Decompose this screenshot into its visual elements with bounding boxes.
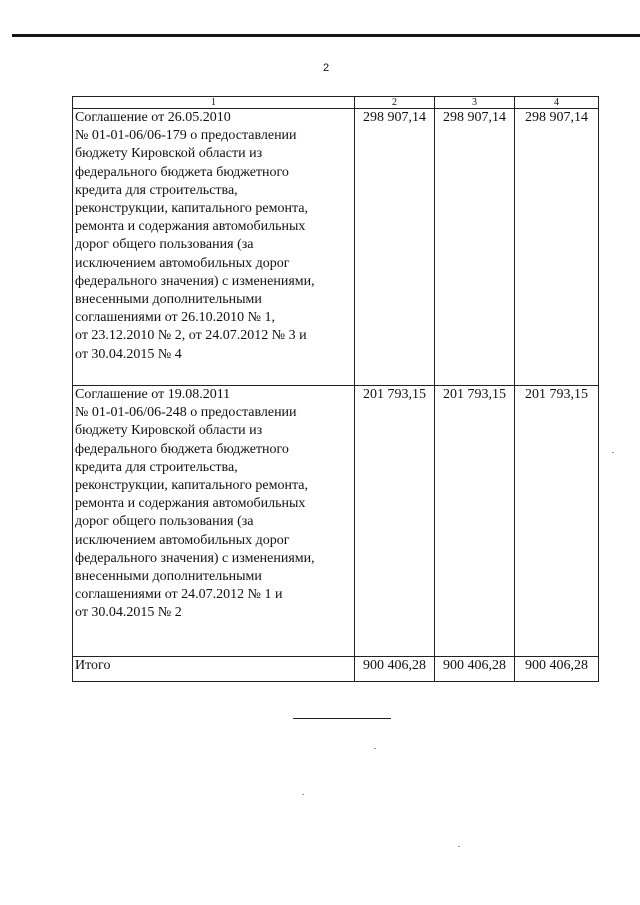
amount-col3: 201 793,15 [435, 386, 515, 657]
column-number-4: 4 [515, 97, 599, 109]
column-number-3: 3 [435, 97, 515, 109]
amount-col4: 298 907,14 [515, 109, 599, 386]
total-col2: 900 406,28 [355, 657, 435, 682]
table-row [73, 109, 599, 386]
scan-speck [374, 748, 376, 749]
total-col4: 900 406,28 [515, 657, 599, 682]
agreement-description: Соглашение от 26.05.2010 № 01-01-06/06-179 о предоставлении бюджету Кировской области из федерального бюджета бюджетного кредита для строительства, реконструкции, капитального ремонта, ремонта и содержания автомобильных дорог общего пользования (за исключением автомобильных дорог федерального значения) с изменениями, внесенными дополнительными соглашениями от 26.10.2010 № 1, от 23.12.2010 № 2, от 24.07.2012 № 3 и от 30.04.2015 № 4 [73, 109, 355, 386]
total-row [73, 657, 599, 682]
scan-speck [458, 846, 460, 847]
total-col3: 900 406,28 [435, 657, 515, 682]
scan-speck [302, 794, 304, 795]
end-separator-line [293, 718, 391, 719]
scan-speck [612, 452, 614, 453]
page-number: 2 [322, 62, 330, 74]
table-row [73, 386, 599, 657]
amount-col4: 201 793,15 [515, 386, 599, 657]
total-label: Итого [73, 657, 355, 682]
amount-col2: 201 793,15 [355, 386, 435, 657]
top-border-line [12, 34, 640, 37]
column-number-2: 2 [355, 97, 435, 109]
column-number-1: 1 [73, 97, 355, 109]
budget-loan-table [72, 96, 599, 682]
amount-col2: 298 907,14 [355, 109, 435, 386]
agreement-description: Соглашение от 19.08.2011 № 01-01-06/06-248 о предоставлении бюджету Кировской области из федерального бюджета бюджетного кредита для строительства, реконструкции, капитального ремонта, ремонта и содержания автомобильных дорог общего пользования (за исключением автомобильных дорог федерального значения) с изменениями, внесенными дополнительными соглашениями от 24.07.2012 № 1 и от 30.04.2015 № 2 [73, 386, 355, 657]
column-number-row [73, 97, 599, 109]
amount-col3: 298 907,14 [435, 109, 515, 386]
